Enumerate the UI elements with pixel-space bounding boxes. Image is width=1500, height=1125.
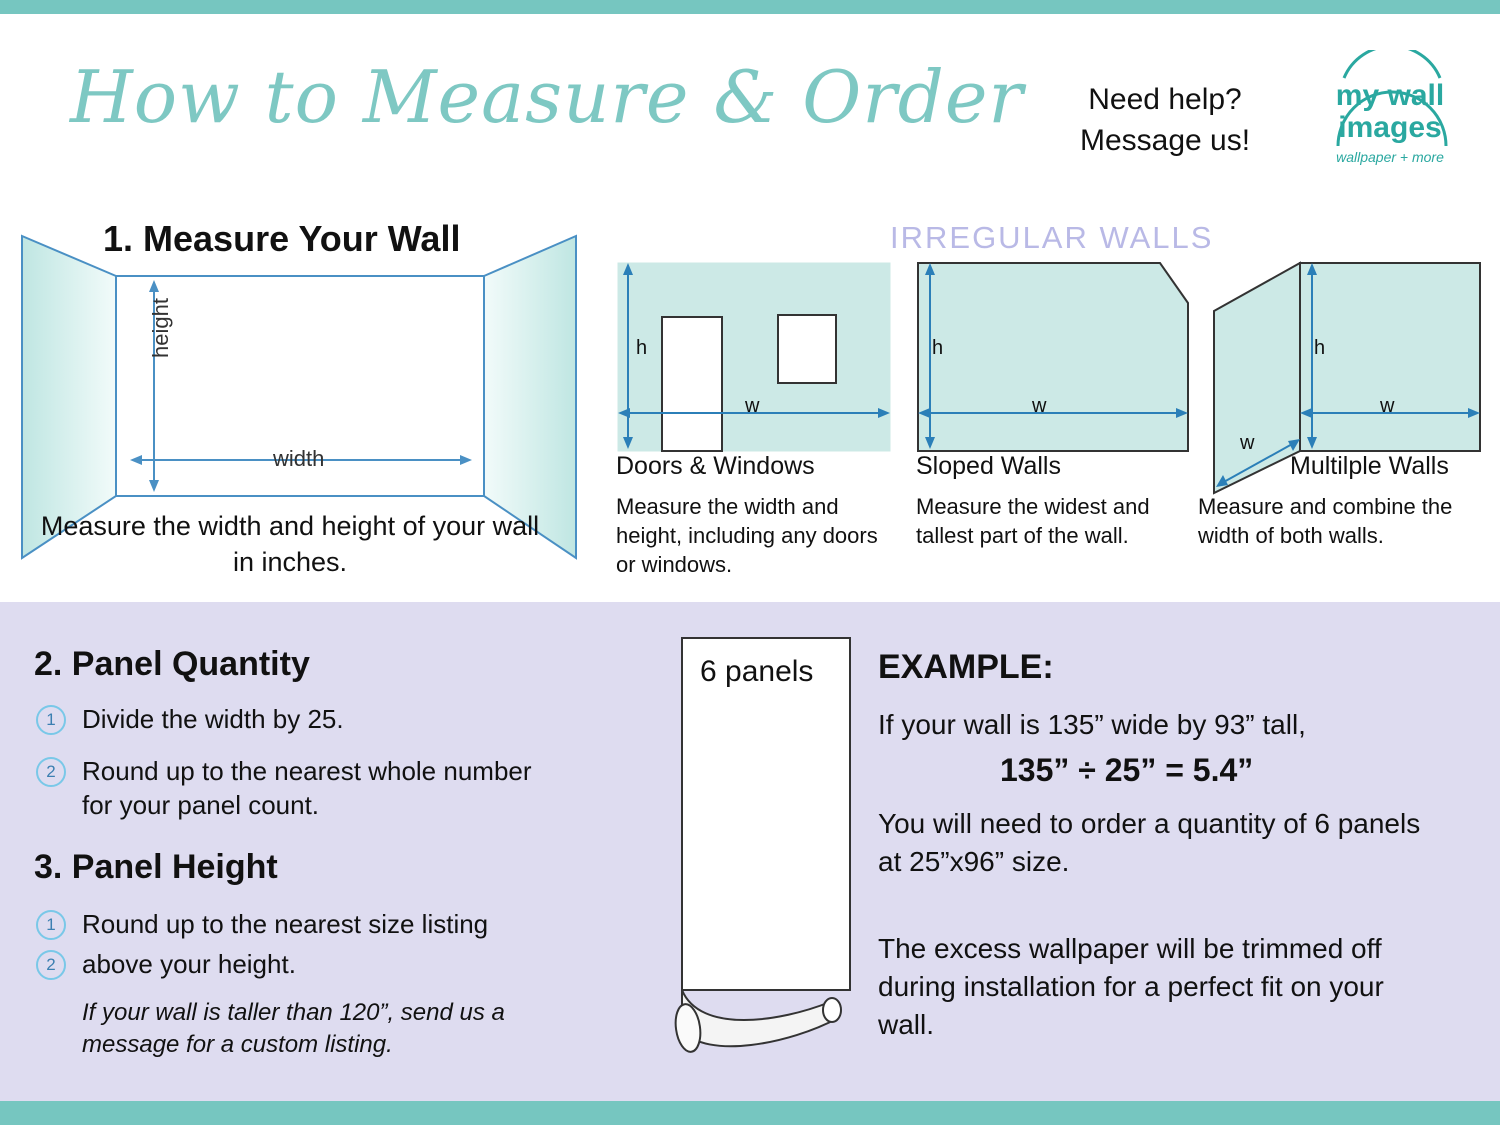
diagram-b-title: Sloped Walls <box>916 452 1061 480</box>
diagram-a-title: Doors & Windows <box>616 452 815 480</box>
example-line-1: If your wall is 135” wide by 93” tall, <box>878 709 1306 740</box>
section3-step-2-number: 2 <box>36 950 66 980</box>
section3-note: If your wall is taller than 120”, send us a message for a custom listing. <box>82 999 505 1058</box>
roll-panel-count-label: 6 panels <box>700 655 814 688</box>
logo-line-1: my wall <box>1335 79 1445 112</box>
section1-heading: 1. Measure Your Wall <box>103 218 461 259</box>
diagram-b-width-label: w <box>1032 395 1047 417</box>
diagram-b-body: Measure the widest and tallest part of the wall. <box>916 494 1150 549</box>
section3-heading: 3. Panel Height <box>34 848 278 886</box>
top-accent-bar <box>0 0 1500 14</box>
section2-heading: 2. Panel Quantity <box>34 645 310 683</box>
diagram-c-body: Measure and combine the width of both walls. <box>1198 494 1453 549</box>
diagram-a-width-label: w <box>745 395 760 417</box>
need-help-line2: Message us! <box>1079 123 1251 157</box>
section2-step-2-text: Round up to the nearest whole number for your panel count. <box>82 756 532 821</box>
example-line-3: The excess wallpaper will be trimmed off during installation for a perfect fit on your wall. <box>878 933 1384 1040</box>
section2-step-1-text: Divide the width by 25. <box>82 704 344 734</box>
section3-step-2-text: above your height. <box>82 949 296 979</box>
need-help-line1: Need help? <box>1088 83 1242 116</box>
wall-height-label: height <box>148 298 173 358</box>
example-heading: EXAMPLE: <box>878 648 1054 686</box>
example-equation: 135” ÷ 25” = 5.4” <box>1000 752 1254 788</box>
section2-step-2-number: 2 <box>36 757 66 787</box>
brand-logo <box>1300 50 1480 190</box>
section2-step-1-number: 1 <box>36 705 66 735</box>
wall-width-label: width <box>273 446 325 471</box>
page-title: How to Measure & Order <box>70 55 1024 139</box>
section1-caption: Measure the width and height of your wall in inches. <box>40 511 540 578</box>
irregular-walls-heading: IRREGULAR WALLS <box>890 220 1214 255</box>
logo-tagline: wallpaper + more <box>1336 149 1444 165</box>
diagram-c-title: Multilple Walls <box>1290 452 1449 480</box>
example-line-2: You will need to order a quantity of 6 panels at 25”x96” size. <box>878 808 1421 877</box>
logo-line-2: images <box>1338 110 1442 144</box>
diagram-a-height-label: h <box>636 337 648 359</box>
diagram-a-body: Measure the width and height, including any doors or windows. <box>616 494 878 578</box>
section3-step-1-text: Round up to the nearest size listing <box>82 909 489 939</box>
diagram-c-width-label: w <box>1380 395 1395 417</box>
diagram-c-width2-label: w <box>1240 432 1255 454</box>
need-help-text <box>1050 80 1280 161</box>
wallpaper-roll-illustration <box>660 630 880 1085</box>
diagram-b-height-label: h <box>932 337 944 359</box>
diagram-c-height-label: h <box>1314 337 1326 359</box>
bottom-accent-bar <box>0 1101 1500 1125</box>
section3-step-1-number: 1 <box>36 910 66 940</box>
